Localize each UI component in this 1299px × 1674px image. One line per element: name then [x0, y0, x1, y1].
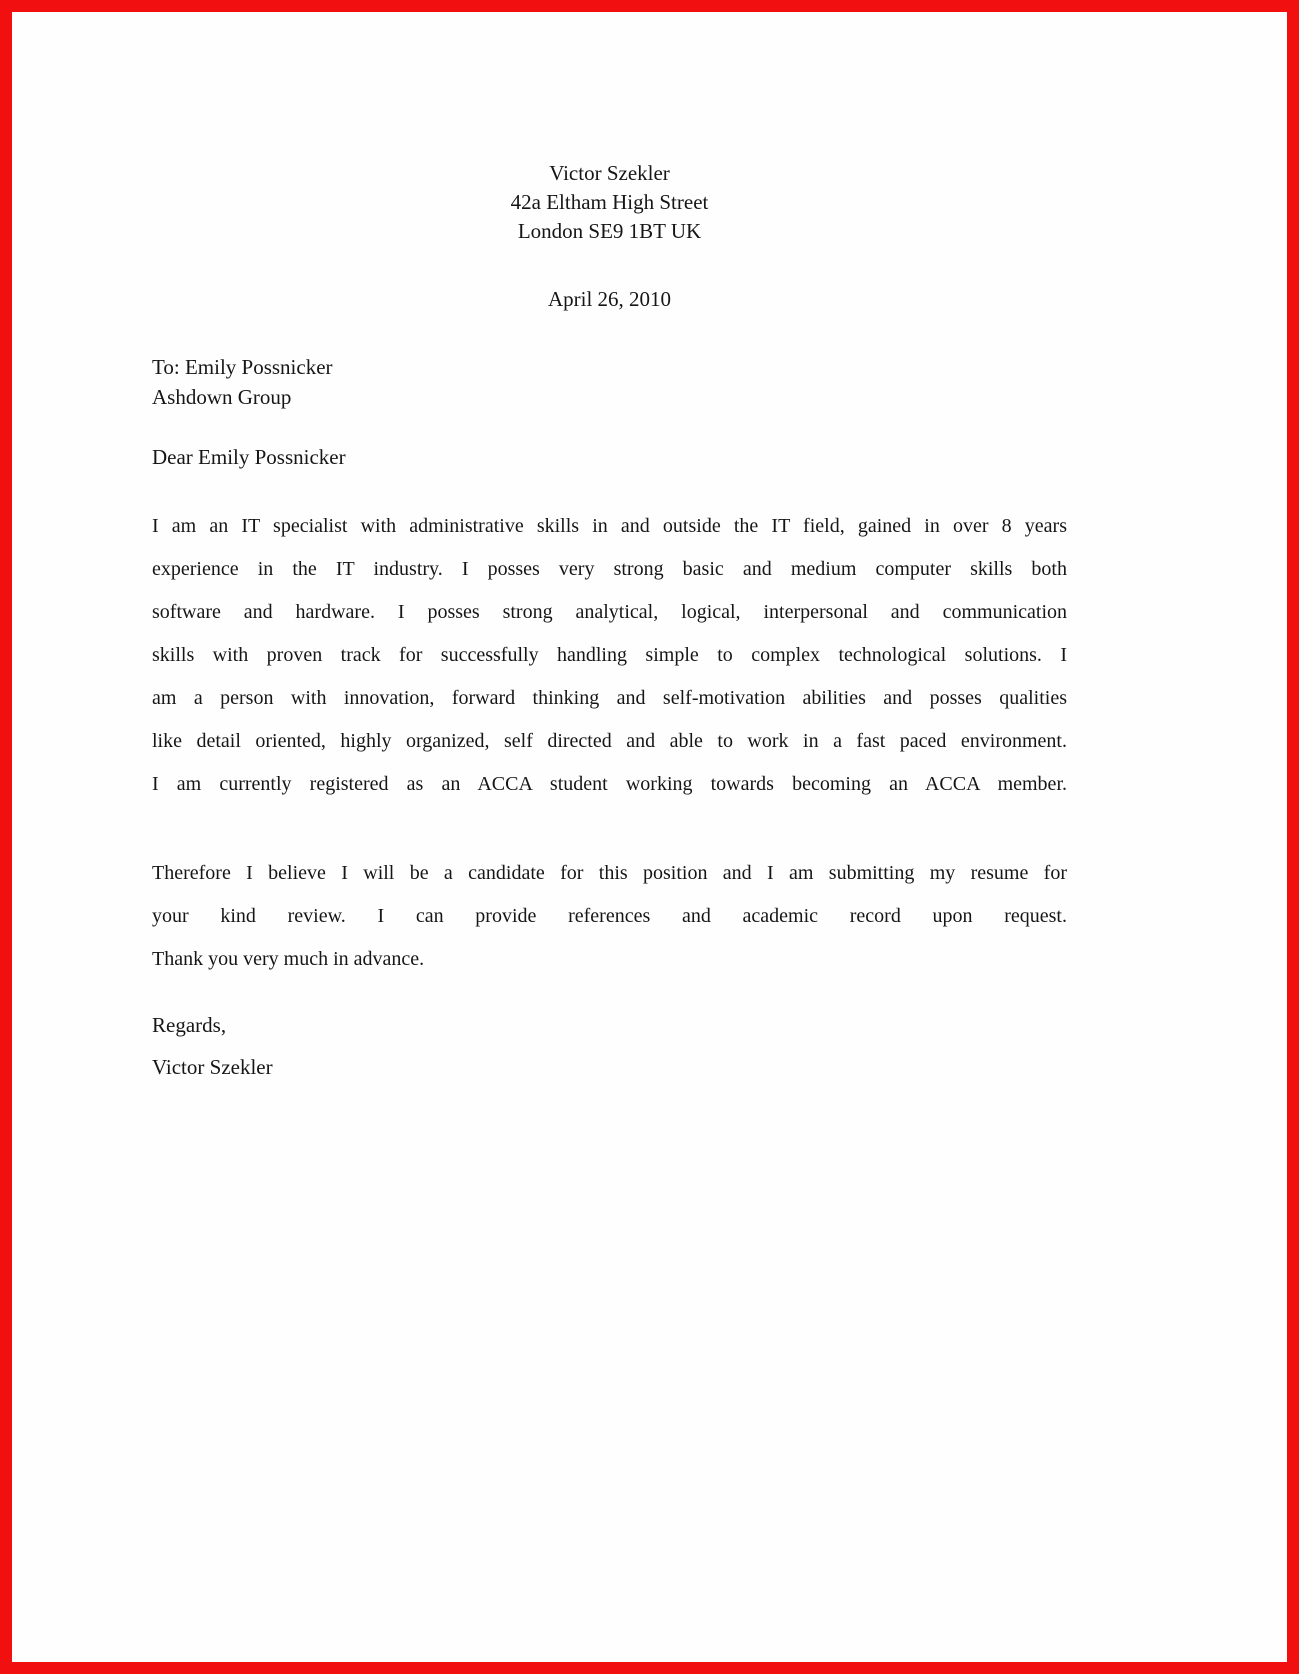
letter-date: April 26, 2010	[547, 287, 672, 311]
sender-address-block	[152, 159, 1067, 246]
body-line: I am currently registered as an ACCA student working towards becoming an ACCA member.	[152, 773, 1067, 795]
recipient-block	[152, 352, 1067, 412]
body-paragraph-1	[152, 505, 1067, 806]
body-line: skills with proven track for successfully handling simple to complex technological solutions. I	[152, 644, 1067, 666]
sender-address-line2: London SE9 1BT UK	[517, 219, 702, 243]
salutation: Dear Emily Possnicker	[152, 445, 346, 469]
body-paragraph-2	[152, 852, 1067, 981]
closing-block	[152, 1004, 1067, 1088]
body-line: experience in the IT industry. I posses very strong basic and medium computer skills both	[152, 558, 1067, 580]
body-line: Therefore I believe I will be a candidate for this position and I am submitting my resume for	[152, 862, 1067, 884]
closing-signature: Victor Szekler	[152, 1055, 273, 1079]
sender-name: Victor Szekler	[549, 161, 670, 185]
body-line: I am an IT specialist with administrative skills in and outside the IT field, gained in over 8 years	[152, 515, 1067, 537]
body-line: am a person with innovation, forward thinking and self-motivation abilities and posses qualities	[152, 687, 1067, 709]
body-line: software and hardware. I posses strong analytical, logical, interpersonal and communication	[152, 601, 1067, 623]
sender-address-line1: 42a Eltham High Street	[510, 190, 709, 214]
body-line: your kind review. I can provide references and academic record upon request.	[152, 905, 1067, 927]
body-line: like detail oriented, highly organized, self directed and able to work in a fast paced environment.	[152, 730, 1067, 752]
body-line: Thank you very much in advance.	[152, 948, 425, 970]
recipient-to-line: To: Emily Possnicker	[152, 355, 333, 379]
closing-regards: Regards,	[152, 1013, 227, 1037]
recipient-company: Ashdown Group	[152, 385, 292, 409]
letter-sheet	[12, 12, 1287, 1662]
